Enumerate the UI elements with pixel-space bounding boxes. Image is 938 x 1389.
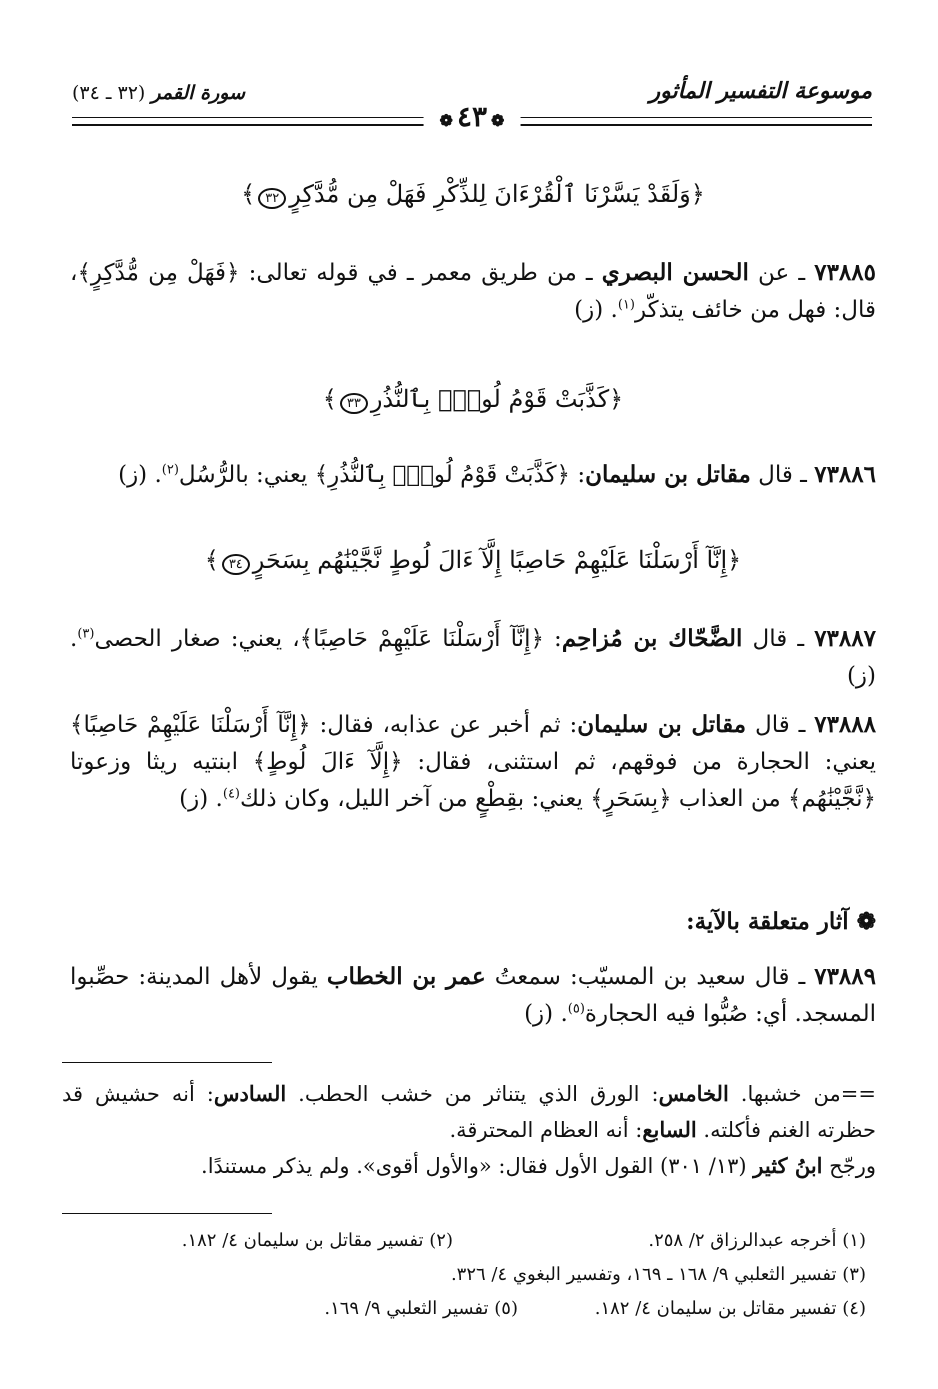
footnote: (١) أخرجه عبدالرزاق ٢/ ٢٥٨. (648, 1230, 866, 1251)
ayah-range: (٣٢ ـ ٣٤) (72, 82, 146, 104)
narration-entry: ٧٣٨٨٧ ـ قال الضَّحّاك بن مُزاحِم: ﴿إِنَّآ أَرْسَلْنَا عَلَيْهِمْ حَاصِبًا﴾، يعني: صغار الحصى$^{(٣)}$. (ز) (70, 625, 876, 689)
footnote-ref: (٣) (77, 626, 95, 642)
footnote-ref: (٥) (567, 1001, 585, 1017)
narrator-name: عمر بن الخطاب (326, 963, 486, 990)
footnote-divider (62, 1062, 272, 1063)
narrator-name: مقاتل بن سليمان (577, 711, 747, 738)
entry-number: ٧٣٨٨٦ (814, 461, 876, 488)
footnote-divider (62, 1213, 272, 1214)
footnote-ref: (٢) (161, 462, 179, 478)
verse-number: ٣٢ (258, 188, 286, 209)
quran-quote: ﴿فَهَلْ مِن مُّدَّكِرٍ﴾ (77, 260, 240, 286)
page-number: ❁٤٣❁ (424, 100, 521, 133)
flower-icon: ❁ (856, 908, 876, 935)
quran-quote: ﴿كَذَّبَتْ قَوْمُ لُوطٍۭ بِٱلنُّذُرِ﴾ (314, 462, 571, 488)
sura-name: سورة القمر (151, 82, 246, 104)
quran-quote: ﴿نَّجَّيْنَٰهُم﴾ (788, 786, 876, 812)
quran-verse: ﴿كَذَّبَتْ قَوْمُ لُوطٍۭ بِٱلنُّذُرِ٣٣﴾ (322, 385, 624, 413)
footnote: (٢) تفسير مقاتل بن سليمان ٤/ ١٨٢. (181, 1230, 453, 1251)
footnote-ref: (١) (617, 297, 635, 313)
verse-number: ٣٣ (340, 393, 368, 414)
footnote: (٥) تفسير الثعلبي ٩/ ١٦٩. (324, 1298, 518, 1319)
section-heading: ❁ آثار متعلقة بالآية: (686, 908, 876, 935)
narrator-name: مقاتل بن سليمان (585, 461, 751, 488)
continued-note: ==من خشبها. الخامس: الورق الذي يتناثر من خشب الحطب. السادس: أنه حشيش قد حظرته الغنم فأكلته. السابع: أنه العظام المحترقة. ورجّح ابنُ كثير (١٣/ ٣٠١) القول الأول فقال: «والأول أقوى». ولم يذكر مستندًا. (62, 1081, 876, 1178)
narration-entry: ٧٣٨٨٨ ـ قال مقاتل بن سليمان: ثم أخبر عن عذابه، فقال: ﴿إِنَّآ أَرْسَلْنَا عَلَيْهِمْ حَاصِبًا﴾ يعني: الحجارة من فوقهم، ثم استثنى، فقال: ﴿إِلَّآ ءَالَ لُوطٍ﴾ ابنتيه ريثا وزعوتا ﴿نَّجَّيْنَٰهُم﴾ من العذاب ﴿بِسَحَرٍ﴾ يعني: بقِطْعٍ من آخر الليل، وكان ذلك$^{(٤)}$. (ز) (70, 711, 876, 812)
narration-entry: ٧٣٨٨٦ ـ قال مقاتل بن سليمان: ﴿كَذَّبَتْ قَوْمُ لُوطٍۭ بِٱلنُّذُرِ﴾ يعني: بالرُّسُل$^{(٢)}$. (ز) (118, 461, 876, 488)
quran-verse: ﴿وَلَقَدْ يَسَّرْنَا ٱلْقُرْءَانَ لِلذِّكْرِ فَهَلْ مِن مُّدَّكِرٍ٣٢﴾ (241, 180, 705, 208)
entry-number: ٧٣٨٨٨ (814, 711, 876, 738)
entry-number: ٧٣٨٨٧ (814, 625, 876, 652)
quran-quote: ﴿إِنَّآ أَرْسَلْنَا عَلَيْهِمْ حَاصِبًا﴾ (299, 626, 544, 652)
scholar-name: ابنُ كثير (753, 1153, 823, 1178)
quran-quote: ﴿بِسَحَرٍ﴾ (590, 786, 672, 812)
narrator-name: الضَّحّاك بن مُزاحِم (561, 625, 743, 652)
footnote-ref: (٤) (222, 786, 240, 802)
quran-quote: ﴿إِلَّآ ءَالَ لُوطٍ﴾ (252, 749, 403, 775)
narrator-name: الحسن البصري (601, 259, 749, 286)
verse-number: ٣٤ (222, 554, 250, 575)
entry-number: ٧٣٨٨٥ (814, 259, 876, 286)
running-header (72, 70, 872, 133)
sura-reference (72, 82, 245, 104)
footnote: (٣) تفسير الثعلبي ٩/ ١٦٨ ـ ١٦٩، وتفسير البغوي ٤/ ٣٢٦. (450, 1264, 866, 1285)
ornament-icon: ❁ (491, 111, 505, 130)
book-title: موسوعة التفسير المأثور (649, 78, 872, 104)
footnote: (٤) تفسير مقاتل بن سليمان ٤/ ١٨٢. (594, 1298, 866, 1319)
quran-verse: ﴿إِنَّآ أَرْسَلْنَا عَلَيْهِمْ حَاصِبًا إِلَّآ ءَالَ لُوطٍ نَّجَّيْنَٰهُم بِسَحَرٍ٣٤﴾ (204, 546, 742, 574)
ornament-icon: ❁ (439, 111, 453, 130)
narration-entry: ٧٣٨٨٩ ـ قال سعيد بن المسيّب: سمعتُ عمر بن الخطاب يقول لأهل المدينة: حصِّبوا المسجد. أي: صُبُّوا فيه الحجارة$^{(٥)}$. (ز) (70, 963, 876, 1027)
entry-number: ٧٣٨٨٩ (814, 963, 876, 990)
narration-entry: ٧٣٨٨٥ ـ عن الحسن البصري ـ من طريق معمر ـ في قوله تعالى: ﴿فَهَلْ مِن مُّدَّكِرٍ﴾، قال: فهل من خائف يتذكّر$^{(١)}$. (ز) (70, 259, 876, 323)
quran-quote: ﴿إِنَّآ أَرْسَلْنَا عَلَيْهِمْ حَاصِبًا﴾ (70, 712, 311, 738)
